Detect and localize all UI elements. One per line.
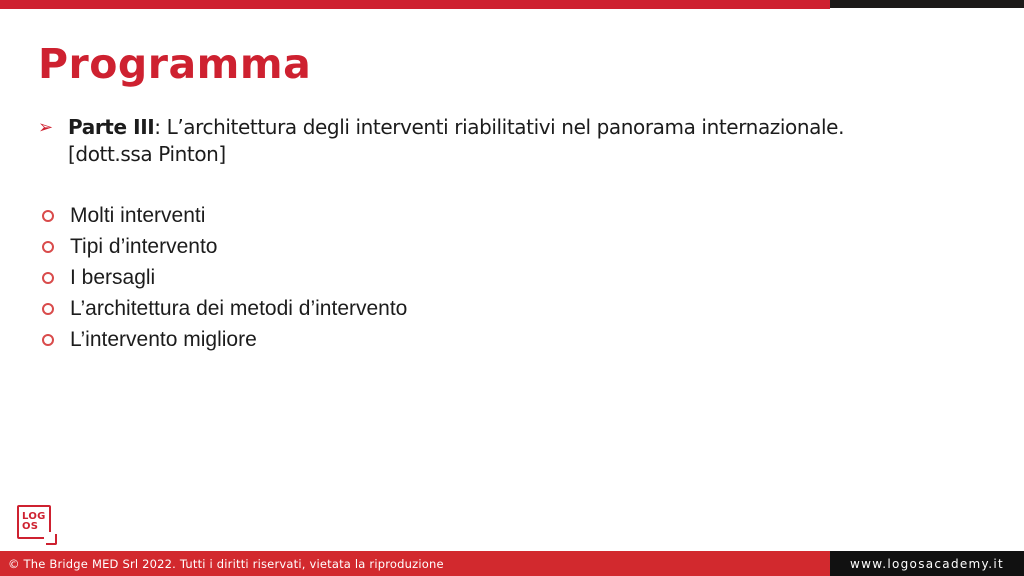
list-item-label: Molti interventi bbox=[70, 203, 206, 227]
main-bullet-bold-label: Parte III bbox=[68, 115, 155, 139]
footer-bar bbox=[0, 551, 1024, 576]
list-item bbox=[38, 324, 407, 355]
list-item-label: Tipi d’intervento bbox=[70, 234, 218, 258]
list-item bbox=[38, 262, 407, 293]
main-bullet bbox=[38, 114, 938, 168]
main-bullet-text bbox=[68, 114, 844, 141]
logo-corner-accent bbox=[46, 534, 57, 545]
main-bullet-rest: : L’architettura degli interventi riabilitativi nel panorama internazionale. bbox=[154, 115, 845, 139]
list-item-label: I bersagli bbox=[70, 265, 156, 289]
main-bullet-line2: [dott.ssa Pinton] bbox=[68, 142, 226, 166]
top-bar-black-segment bbox=[830, 0, 1024, 8]
circle-bullet-icon bbox=[42, 241, 54, 253]
list-item-label: L’intervento migliore bbox=[70, 327, 257, 351]
logos-logo bbox=[17, 505, 57, 545]
footer-website-url: www.logosacademy.it bbox=[830, 551, 1024, 576]
sub-bullet-list bbox=[38, 200, 407, 355]
circle-bullet-icon bbox=[42, 334, 54, 346]
logo-text-line2: OS bbox=[22, 521, 39, 532]
arrow-bullet-icon: ➢ bbox=[38, 117, 53, 138]
slide-title: Programma bbox=[38, 40, 312, 88]
list-item-label: L’architettura dei metodi d’intervento bbox=[70, 296, 408, 320]
top-bar-red-segment bbox=[0, 0, 830, 9]
top-accent-bar bbox=[0, 0, 1024, 9]
circle-bullet-icon bbox=[42, 210, 54, 222]
list-item bbox=[38, 293, 407, 324]
list-item bbox=[38, 200, 407, 231]
circle-bullet-icon bbox=[42, 272, 54, 284]
footer-copyright: © The Bridge MED Srl 2022. Tutti i diritti riservati, vietata la riproduzione bbox=[0, 551, 830, 576]
logo-text-line1: LOG bbox=[22, 511, 46, 522]
circle-bullet-icon bbox=[42, 303, 54, 315]
list-item bbox=[38, 231, 407, 262]
